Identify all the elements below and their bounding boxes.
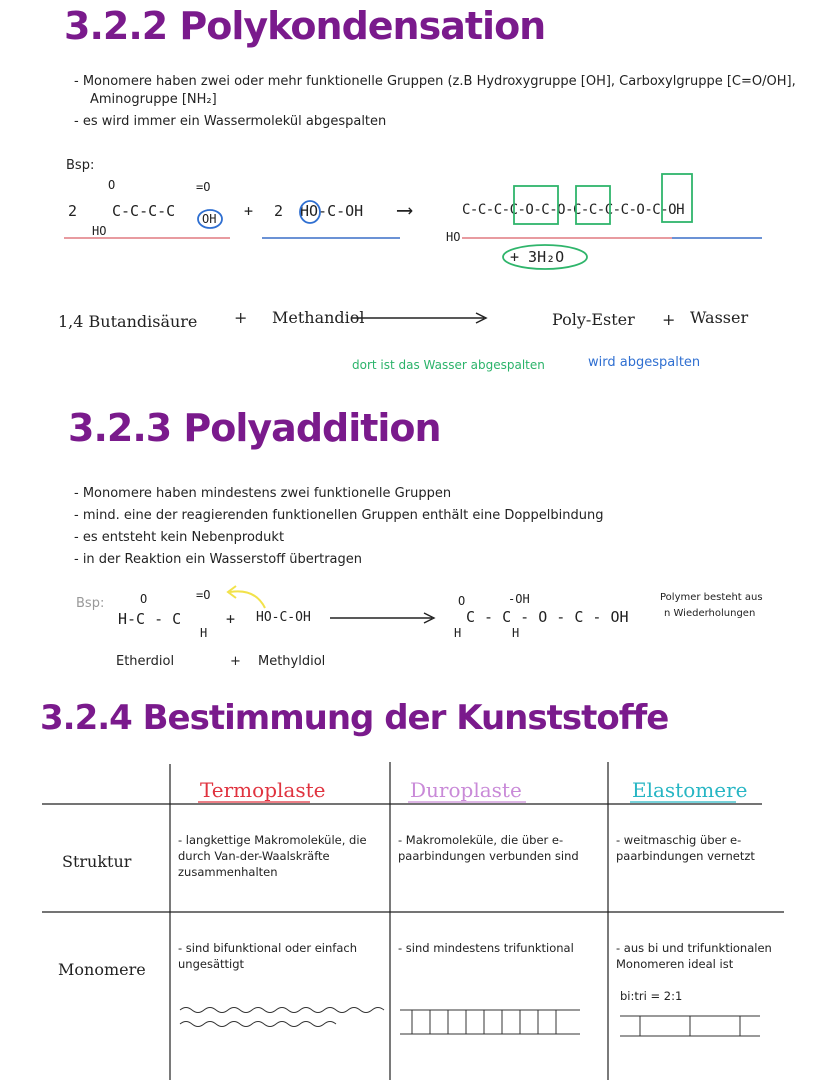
cell-struktur-elasto: - weitmaschig über e-paarbindungen vernetzt <box>616 833 755 863</box>
elastomer-network <box>620 1016 760 1036</box>
pa-note-2: n Wiederholungen <box>664 608 756 619</box>
col-termoplaste: Termoplaste <box>200 778 326 802</box>
note-green: dort ist das Wasser abgespalten <box>352 358 545 372</box>
duroplast-network <box>400 1010 580 1034</box>
coef-2: 2 <box>274 202 284 220</box>
r1-top-o2: =O <box>196 180 211 194</box>
pa-r1-o: O <box>140 592 148 606</box>
cell-struktur-termo: - langkettige Makromoleküle, die durch Van-der-Waalskräfte zusammenhalten <box>178 833 367 879</box>
heading-kunststoffe: 3.2.4 Bestimmung der Kunststoffe <box>40 698 669 738</box>
heading-polykondensation: 3.2.2 Polykondensation <box>64 4 546 48</box>
circle-oh <box>198 210 222 228</box>
pa-example-label: Bsp: <box>76 596 105 611</box>
thermoplast-chain <box>180 1008 384 1027</box>
row-label-struktur: Struktur <box>62 852 132 871</box>
word-r1: 1,4 Butandisäure <box>58 312 198 331</box>
product-ho: HO <box>446 230 461 244</box>
pa-bullet-4: - in der Reaktion ein Wasserstoff übertragen <box>74 552 363 567</box>
pa-word-plus: + <box>230 654 241 669</box>
word-plus2: + <box>662 310 676 329</box>
pa-bullet-3: - es entsteht kein Nebenprodukt <box>74 530 285 545</box>
arrow-1: ⟶ <box>398 198 412 223</box>
reactant-1: C-C-C-C <box>112 202 176 220</box>
pa-plus: + <box>226 610 236 628</box>
example-label: Bsp: <box>66 158 95 173</box>
pa-word-r2: Methyldiol <box>258 654 326 669</box>
heading-polyaddition: 3.2.3 Polyaddition <box>68 406 441 450</box>
coef-1: 2 <box>68 202 78 220</box>
pa-product: C - C - O - C - OH <box>466 608 629 626</box>
product-1: C-C-C-C-O-C-O-C-C-C-C-O-C-OH <box>462 202 685 218</box>
pa-r1-h: H <box>200 626 208 640</box>
bullet-2: Aminogruppe [NH₂] <box>90 92 217 107</box>
col-elastomere: Elastomere <box>632 778 748 802</box>
pa-r2: HO-C-OH <box>256 610 311 625</box>
pa-r1: H-C - C <box>118 610 182 628</box>
green-box-3 <box>662 174 692 222</box>
cell-monomere-ratio: bi:tri = 2:1 <box>620 989 683 1003</box>
word-plus: + <box>234 308 248 327</box>
pa-product-oh: -OH <box>508 592 530 606</box>
pa-product-h2: H <box>512 626 520 640</box>
pa-word-r1: Etherdiol <box>116 654 175 669</box>
word-p2: Wasser <box>690 308 749 327</box>
cell-struktur-duro: - Makromoleküle, die über e-paarbindungen verbunden sind <box>398 833 579 863</box>
pa-r1-o2: =O <box>196 588 211 602</box>
pa-product-h: H <box>454 626 462 640</box>
green-box-2 <box>576 186 610 224</box>
yellow-arrow <box>230 591 265 608</box>
cell-monomere-duro: - sind mindestens trifunktional <box>398 941 574 955</box>
r1-oh: OH <box>202 212 217 226</box>
word-r2: Methandiol <box>272 308 365 327</box>
plus-1: + <box>244 202 254 220</box>
note-blue: wird abgespalten <box>588 355 701 370</box>
pa-bullet-2: - mind. eine der reagierenden funktionellen Gruppen enthält eine Doppelbindung <box>74 508 604 523</box>
cell-monomere-elasto: - aus bi und trifunktionalen Monomeren ideal ist <box>616 941 772 971</box>
word-p1: Poly-Ester <box>552 310 635 329</box>
r1-top-o: O <box>108 178 116 192</box>
pa-product-o: O <box>458 594 466 608</box>
row-label-monomere: Monomere <box>58 960 146 979</box>
reactant-2: HO-C-OH <box>300 202 364 220</box>
bullet-1: - Monomere haben zwei oder mehr funktionelle Gruppen (z.B Hydroxygruppe [OH], Carboxylgruppe [C=O/OH], <box>74 74 796 89</box>
green-box-1 <box>514 186 558 224</box>
bullet-3: - es wird immer ein Wassermolekül abgespalten <box>74 114 387 129</box>
pa-bullet-1: - Monomere haben mindestens zwei funktionelle Gruppen <box>74 486 452 501</box>
pa-note-1: Polymer besteht aus <box>660 592 763 603</box>
col-duroplaste: Duroplaste <box>410 778 522 802</box>
circle-ho <box>300 201 320 223</box>
water: + 3H₂O <box>510 248 565 266</box>
circle-water <box>503 245 587 269</box>
cell-monomere-termo: - sind bifunktional oder einfach ungesättigt <box>178 941 358 971</box>
r1-ho: HO <box>92 224 107 238</box>
